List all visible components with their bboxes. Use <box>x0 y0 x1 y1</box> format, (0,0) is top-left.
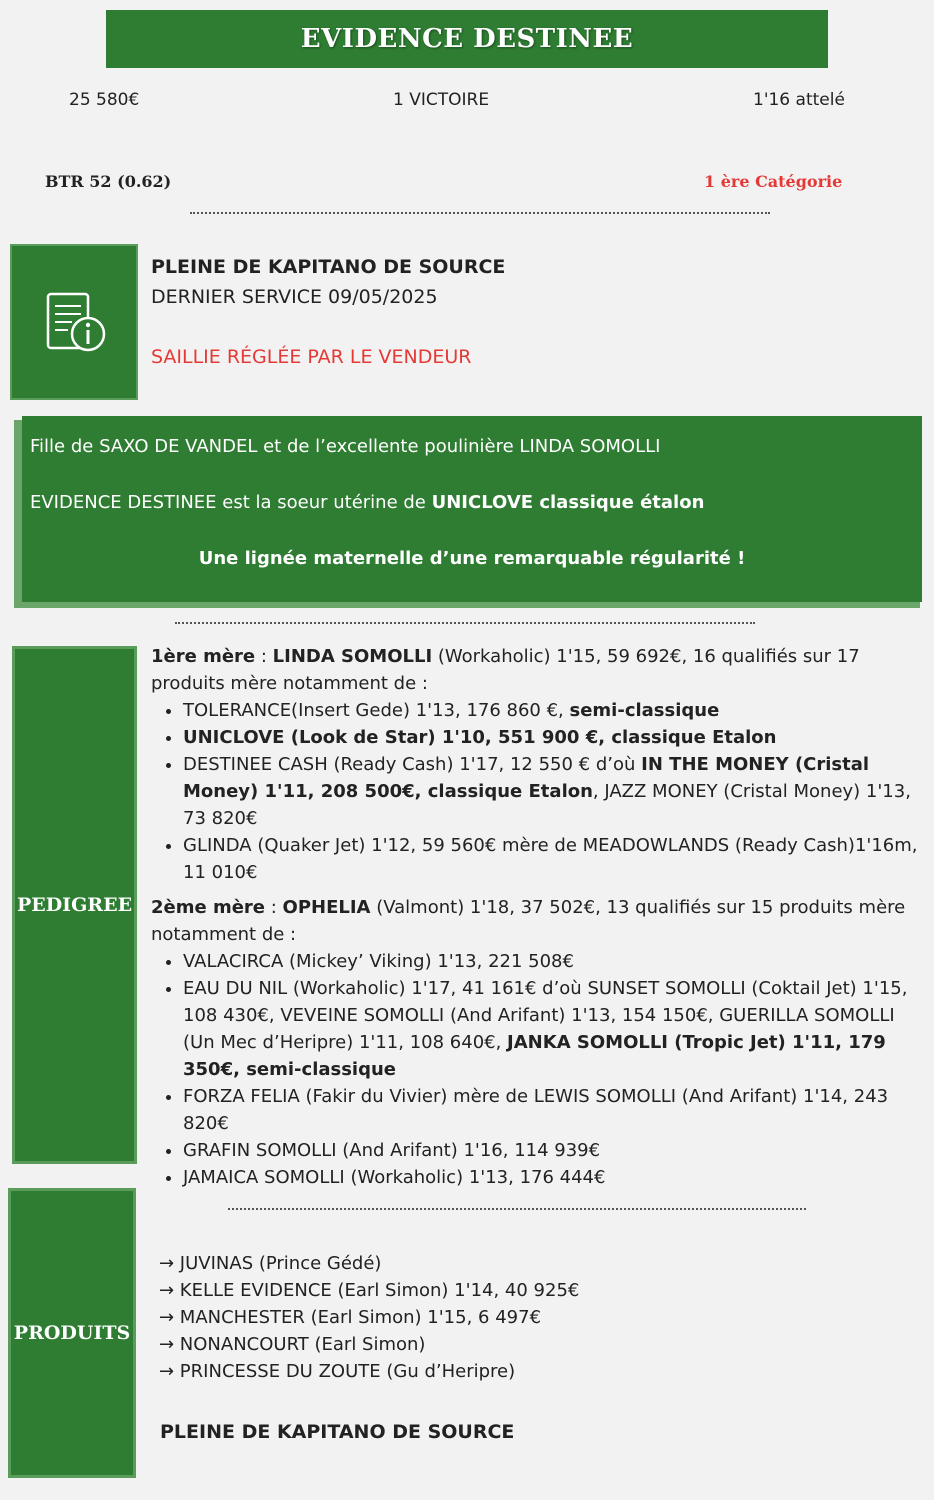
pedigree-text <box>151 643 926 1191</box>
list-item: • DESTINEE CASH (Ready Cash) 1'17, 12 550 € d’où IN THE MONEY (Cristal Money) 1'11, 208 500€, classique Etalon, JAZZ MONEY (Cristal Money) 1'13, 73 820€ <box>183 751 926 832</box>
list-item: → JUVINAS (Prince Gédé) <box>159 1253 382 1274</box>
last-service: DERNIER SERVICE 09/05/2025 <box>151 286 438 308</box>
list-item: → MANCHESTER (Earl Simon) 1'15, 6 497€ <box>159 1307 542 1328</box>
produits-label: PRODUITS <box>8 1188 136 1478</box>
info-panel <box>10 244 138 400</box>
divider <box>190 212 770 214</box>
mere1-header: 1ère mère : LINDA SOMOLLI (Workaholic) 1'15, 59 692€, 16 qualifiés sur 17 produits mère notamment de : <box>151 646 860 694</box>
list-item: → KELLE EVIDENCE (Earl Simon) 1'14, 40 925€ <box>159 1280 580 1301</box>
victories-value: 1 VICTOIRE <box>393 90 490 110</box>
mere1-products <box>183 697 926 886</box>
divider <box>228 1208 806 1210</box>
category-value: 1 ère Catégorie <box>704 172 843 191</box>
document-info-icon <box>42 290 112 360</box>
record-value: 1'16 attelé <box>753 90 845 110</box>
list-item: • GLINDA (Quaker Jet) 1'12, 59 560€ mère de MEADOWLANDS (Ready Cash)1'16m, 11 010€ <box>183 832 926 886</box>
produits-list <box>159 1250 579 1385</box>
list-item: • EAU DU NIL (Workaholic) 1'17, 41 161€ d’où SUNSET SOMOLLI (Coktail Jet) 1'15, 108 430€, VEVEINE SOMOLLI (And Arifant) 1'13, 154 150€, GUERILLA SOMOLLI (Un Mec d’Heripre) 1'11, 108 640€, JANKA SOMOLLI (Tropic Jet) 1'11, 179 350€, semi-classique <box>183 975 926 1083</box>
description-line-2: EVIDENCE DESTINEE est la soeur utérine de UNICLOVE classique étalon <box>30 492 705 513</box>
description-line-3: Une lignée maternelle d’une remarquable régularité ! <box>198 548 746 569</box>
list-item: → PRINCESSE DU ZOUTE (Gu d’Heripre) <box>159 1361 516 1382</box>
list-item: → NONANCOURT (Earl Simon) <box>159 1334 426 1355</box>
btr-value: BTR 52 (0.62) <box>45 172 172 191</box>
mere2-products <box>183 948 926 1191</box>
divider <box>175 622 755 624</box>
description-line-1: Fille de SAXO DE VANDEL et de l’excellente poulinière LINDA SOMOLLI <box>30 436 661 457</box>
list-item: • TOLERANCE(Insert Gede) 1'13, 176 860 €, semi-classique <box>183 697 926 724</box>
list-item: • UNICLOVE (Look de Star) 1'10, 551 900 €, classique Etalon <box>183 724 926 751</box>
service-note: SAILLIE RÉGLÉE PAR LE VENDEUR <box>151 346 472 368</box>
produits-pleine: PLEINE DE KAPITANO DE SOURCE <box>160 1421 515 1443</box>
pedigree-label: PEDIGREE <box>12 646 137 1164</box>
horse-name-title: EVIDENCE DESTINEE <box>106 10 828 68</box>
list-item: • JAMAICA SOMOLLI (Workaholic) 1'13, 176 444€ <box>183 1164 926 1191</box>
list-item: • GRAFIN SOMOLLI (And Arifant) 1'16, 114 939€ <box>183 1137 926 1164</box>
mere2-header: 2ème mère : OPHELIA (Valmont) 1'18, 37 502€, 13 qualifiés sur 15 produits mère notamment de : <box>151 897 906 945</box>
description-panel <box>22 416 922 602</box>
list-item: • VALACIRCA (Mickey’ Viking) 1'13, 221 508€ <box>183 948 926 975</box>
gains-value: 25 580€ <box>69 90 140 110</box>
list-item: • FORZA FELIA (Fakir du Vivier) mère de LEWIS SOMOLLI (And Arifant) 1'14, 243 820€ <box>183 1083 926 1137</box>
service-stallion: PLEINE DE KAPITANO DE SOURCE <box>151 256 506 278</box>
